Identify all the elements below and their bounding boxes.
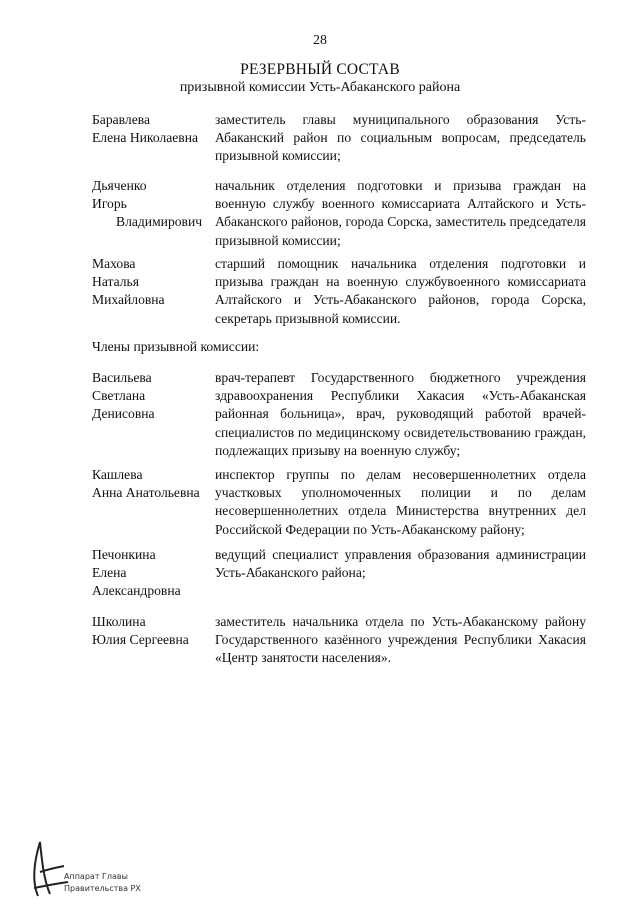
document-subtitle: призывной комиссии Усть-Абаканского района — [179, 80, 461, 95]
person-name: Дьяченко Игорь Владимирович — [92, 178, 203, 230]
person-name: Махова Наталья Михайловна — [92, 256, 165, 308]
person-name: Кашлева Анна Анатольевна — [92, 467, 200, 501]
person-name: Баравлева Елена Николаевна — [92, 112, 199, 146]
page-number: 28 — [313, 33, 327, 48]
person-name: Школина Юлия Сергеевна — [92, 614, 189, 648]
person-name: Печонкина Елена Александровна — [92, 547, 181, 599]
person-role: начальник отделения подготовки и призыва граждан на военную службу военного комиссариата Алтайского и Усть-Абаканского районов, города Сорска, заместитель председателя призывной комиссии; — [215, 178, 586, 248]
person-role: врач-терапевт Государственного бюджетного учреждения здравоохранения Республики Хакасия «Усть-Абаканская районная больница», врач, руководящий работой врачей-специалистов по медицинскому освидетельствованию граждан, подлежащих призыву на военную службу; — [215, 370, 586, 458]
person-role: инспектор группы по делам несовершеннолетних отдела участковых уполномоченных полиции и по делам несовершеннолетних отдела Министерства внутренних дел Российской Федерации по Усть-Абаканскому району; — [215, 467, 586, 537]
person-name: Васильева Светлана Денисовна — [92, 370, 155, 422]
person-role: заместитель начальника отдела по Усть-Абаканскому району Государственного казённого учреждения Республики Хакасия «Центр занятости населения». — [215, 614, 586, 666]
stamp-line-2: Правительства РХ — [64, 884, 141, 893]
person-role: старший помощник начальника отделения подготовки и призыва граждан на военную службувоенного комиссариата Алтайского и Усть-Абаканского районов, города Сорска, секретарь призывной комиссии. — [215, 256, 586, 326]
document-title: РЕЗЕРВНЫЙ СОСТАВ — [240, 61, 400, 78]
person-role: заместитель главы муниципального образования Усть-Абаканский район по социальным вопросам, председатель призывной комиссии; — [215, 112, 586, 164]
stamp-line-1: Аппарат Главы — [64, 872, 128, 881]
person-role: ведущий специалист управления образования администрации Усть-Абаканского района; — [215, 547, 586, 581]
office-stamp — [24, 832, 144, 902]
members-heading: Члены призывной комиссии: — [92, 339, 260, 354]
